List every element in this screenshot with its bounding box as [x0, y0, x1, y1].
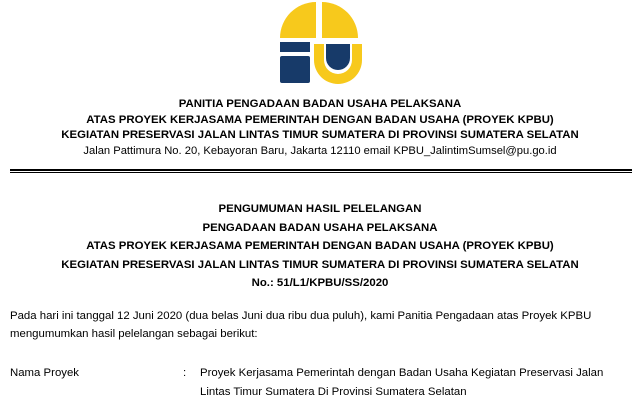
- project-name-value-line-1: Proyek Kerjasama Pemerintah dengan Badan Usaha Kegiatan Preservasi Jalan: [200, 367, 604, 379]
- address-line: Jalan Pattimura No. 20, Kebayoran Baru, Jakarta 12110 email KPBU_JalintimSumsel@pu.go.id: [83, 144, 557, 157]
- intro-line-2: mengumumkan hasil pelelangan sebagai berikut:: [10, 328, 258, 340]
- letterhead-divider-thin: [10, 172, 632, 173]
- announcement-heading: [0, 200, 640, 293]
- announcement-title: PENGUMUMAN HASIL PELELANGAN: [218, 203, 422, 215]
- project-title: ATAS PROYEK KERJASAMA PEMERINTAH DENGAN BADAN USAHA (PROYEK KPBU): [86, 113, 554, 126]
- announcement-activity: KEGIATAN PRESERVASI JALAN LINTAS TIMUR SUMATERA DI PROVINSI SUMATERA SELATAN: [61, 258, 579, 271]
- committee-name: PANITIA PENGADAAN BADAN USAHA PELAKSANA: [178, 98, 462, 110]
- announcement-subtitle: PENGADAAN BADAN USAHA PELAKSANA: [202, 221, 438, 234]
- intro-paragraph: [10, 307, 632, 343]
- pu-logo-icon: [276, 0, 364, 86]
- project-name-label: Nama Proyek: [10, 367, 80, 379]
- project-name-value: [200, 364, 632, 401]
- letterhead: [0, 97, 640, 159]
- project-name-value-line-2: Lintas Timur Sumatera Di Provinsi Sumatera Selatan: [200, 385, 467, 398]
- announcement-number: No.: 51/L1/KPBU/SS/2020: [251, 277, 389, 290]
- announcement-project: ATAS PROYEK KERJASAMA PEMERINTAH DENGAN BADAN USAHA (PROYEK KPBU): [86, 240, 554, 253]
- project-name-separator: :: [183, 367, 187, 379]
- intro-line-1: Pada hari ini tanggal 12 Juni 2020 (dua belas Juni dua ribu dua puluh), kami Panitia Pengadaan atas Proyek KPBU: [10, 310, 592, 322]
- activity-title: KEGIATAN PRESERVASI JALAN LINTAS TIMUR SUMATERA DI PROVINSI SUMATERA SELATAN: [61, 129, 579, 141]
- letterhead-divider-thick: [10, 169, 632, 171]
